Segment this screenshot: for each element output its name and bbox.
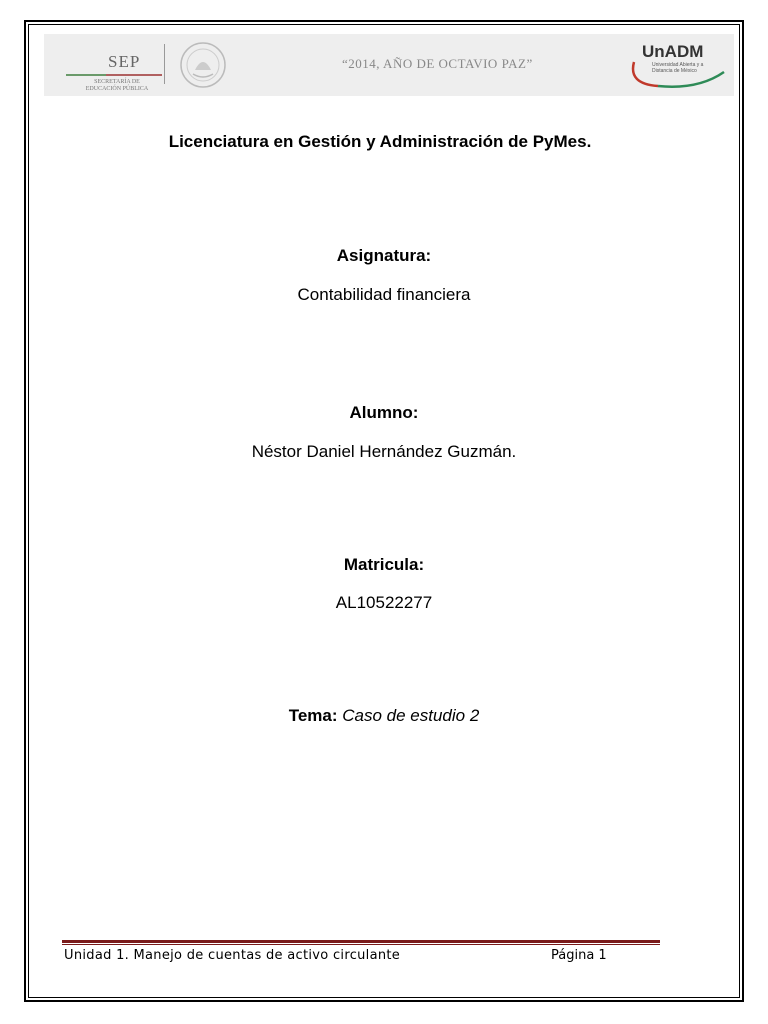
topic-value: Caso de estudio 2: [342, 706, 480, 725]
subject-label: Asignatura:: [336, 246, 432, 265]
footer-page-number: Página 1: [551, 948, 607, 963]
footer-unit-text: Unidad 1. Manejo de cuentas de activo circulante: [64, 948, 401, 963]
sep-logo: [56, 42, 156, 90]
student-value: Néstor Daniel Hernández Guzmán.: [251, 442, 517, 461]
student-label: Alumno:: [349, 403, 419, 422]
subject-value: Contabilidad financiera: [297, 285, 471, 304]
id-value: AL10522277: [335, 593, 433, 612]
national-seal-icon: [178, 40, 228, 90]
sep-logo-text: SEP: [108, 52, 141, 71]
document-header: [44, 34, 734, 96]
page-border-inner: [28, 24, 740, 998]
degree-title: Licenciatura en Gestión y Administración de PyMes.: [168, 132, 592, 151]
topic-label: Tema:: [288, 706, 338, 725]
sep-color-bar: [66, 74, 162, 76]
footer-rule: [62, 940, 660, 946]
id-label: Matricula:: [343, 555, 425, 574]
header-divider: [164, 44, 165, 84]
topic-line: [44, 706, 724, 726]
unadm-logo-text: UnADM: [642, 42, 704, 61]
sep-subtitle: SECRETARÍA DE EDUCACIÓN PÚBLICA: [85, 79, 149, 92]
year-motto: “2014, AÑO DE OCTAVIO PAZ”: [342, 56, 533, 71]
unadm-subtitle: Universidad Abierta y a Distancia de México: [652, 62, 704, 74]
unadm-logo: [628, 40, 728, 90]
